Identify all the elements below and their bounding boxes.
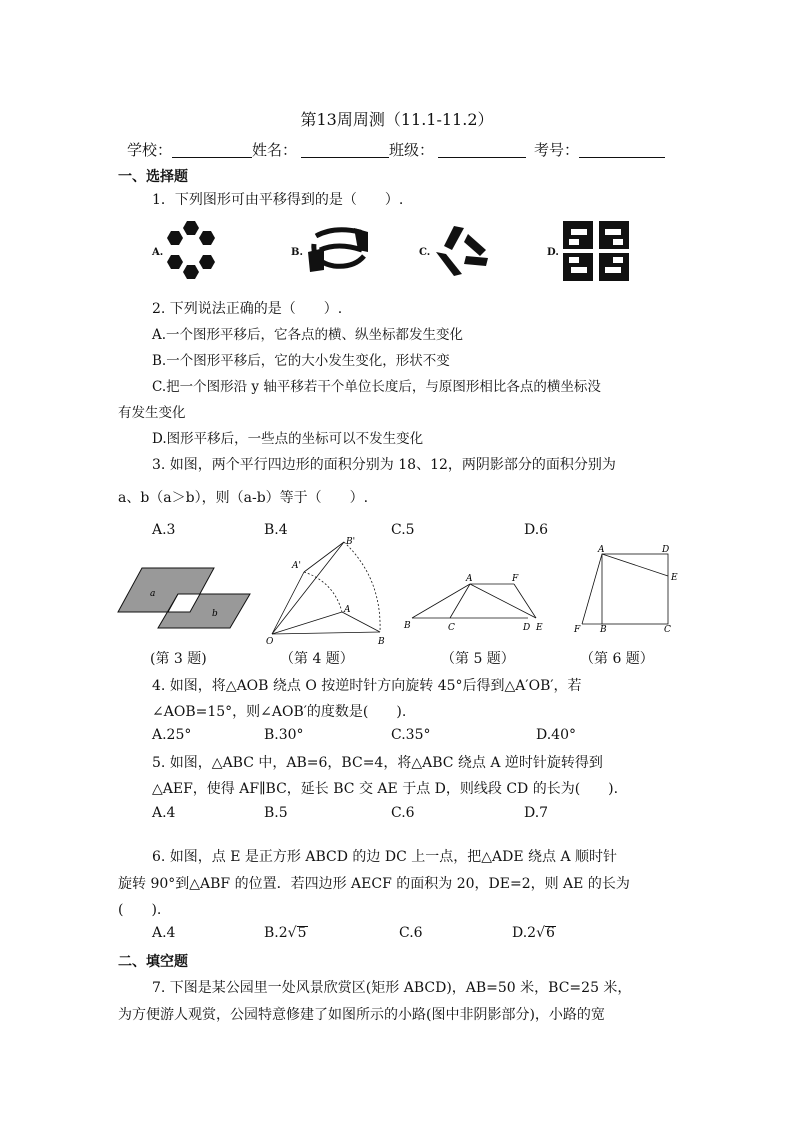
fig6-label-b: B: [600, 625, 607, 635]
q4-stem-line2: ∠AOB=15°，则∠AOB′的度数是( ).: [152, 704, 407, 720]
fig5-label-c: C: [448, 623, 455, 633]
fig3-label-b: b: [212, 609, 218, 619]
hexagon-ring-icon: [165, 219, 225, 285]
q2-option-a: A.一个图形平移后，它各点的横、纵坐标都发生变化: [152, 327, 464, 343]
q3-stem-line1: 3. 如图，两个平行四边形的面积分别为 18、12，两阴影部分的面积分别为: [152, 457, 616, 473]
section-fill-heading: 二、填空题: [118, 954, 188, 970]
fig5-label-d: D: [523, 623, 531, 633]
q7-stem-line1: 7. 下图是某公园里一处风景欣赏区(矩形 ABCD)，AB=50 米，BC=25 米，: [152, 980, 632, 996]
figure-6-caption: （第 6 题）: [580, 651, 654, 667]
class-field[interactable]: [438, 143, 526, 158]
q2-option-c-line1: C.把一个图形沿 y 轴平移若干个单位长度后，与原图形相比各点的横坐标没: [152, 379, 601, 395]
q7-stem-line2: 为方便游人观赏，公园特意修建了如图所示的小路(图中非阴影部分)，小路的宽: [118, 1007, 605, 1023]
q5-option-d: D.7: [524, 805, 549, 821]
q3-option-d: D.6: [524, 522, 549, 538]
q5-option-c: C.6: [391, 805, 415, 821]
figure-5-triangle-rotation: [402, 570, 552, 634]
fig6-label-f: F: [574, 625, 581, 635]
exam-no-label: 考号：: [534, 141, 580, 159]
q4-option-d: D.40°: [536, 727, 576, 743]
q1-option-a-label: A.: [152, 247, 164, 258]
rotating-strokes-icon: [432, 224, 490, 278]
fig6-label-a: A: [598, 545, 605, 555]
q4-option-b: B.30°: [264, 727, 304, 743]
fig5-label-e: E: [536, 623, 543, 633]
figure-3-parallelograms: [118, 560, 253, 630]
q1-option-c-label: C.: [419, 247, 431, 258]
school-label: 学校：: [127, 141, 173, 159]
fig3-label-a: a: [150, 589, 156, 599]
q1-option-d-label: D.: [547, 247, 559, 258]
figure-4-rotation: [264, 538, 389, 646]
q3-option-b: B.4: [264, 522, 288, 538]
exam-no-field[interactable]: [579, 143, 665, 158]
fig4-label-b: B: [378, 637, 385, 647]
q2-option-d: D.图形平移后，一些点的坐标可以不发生变化: [152, 431, 424, 447]
q4-option-c: C.35°: [391, 727, 431, 743]
q6-option-c: C.6: [399, 925, 423, 941]
q5-option-a: A.4: [152, 805, 176, 821]
q2-stem: 2. 下列说法正确的是（ ）.: [152, 301, 343, 317]
mirrored-pattern-icon: [561, 219, 631, 283]
school-field[interactable]: [172, 143, 252, 158]
q6-stem-line2: 旋转 90°到△ABF 的位置．若四边形 AECF 的面积为 20，DE=2，则 AE 的长为: [118, 876, 630, 892]
q5-stem-line1: 5. 如图，△ABC 中，AB=6，BC=4，将△ABC 绕点 A 逆时针旋转得到: [152, 755, 603, 771]
fig4-label-o: O: [266, 637, 274, 647]
q3-stem-line2: a、b（a＞b），则（a-b）等于（ ）.: [118, 490, 369, 506]
figure-5-caption: （第 5 题）: [441, 651, 515, 667]
student-info-row: [127, 139, 665, 160]
q5-stem-line2: △AEF，使得 AF∥BC，延长 BC 交 AE 于点 D，则线段 CD 的长为( ).: [152, 781, 619, 797]
name-field[interactable]: [301, 143, 389, 158]
fig5-label-a: A: [466, 574, 473, 584]
fig4-label-a-prime: A': [292, 561, 301, 571]
figure-6-square-rotation: [570, 544, 682, 636]
interlocking-rings-icon: [304, 222, 374, 278]
fig6-label-d: D: [662, 545, 670, 555]
q1-stem: 1．下列图形可由平移得到的是（ ）.: [152, 192, 404, 208]
q3-option-c: C.5: [391, 522, 415, 538]
fig4-label-b-prime: B': [346, 537, 356, 547]
fig5-label-f: F: [512, 574, 519, 584]
section-choice-heading: 一、选择题: [118, 169, 188, 185]
class-label: 班级：: [389, 141, 435, 159]
fig6-label-e: E: [671, 573, 678, 583]
q4-stem-line1: 4. 如图，将△AOB 绕点 O 按逆时针方向旋转 45°后得到△A′OB′，若: [152, 678, 582, 694]
q5-option-b: B.5: [264, 805, 288, 821]
q6-option-a: A.4: [152, 925, 176, 941]
q6-option-d: D.2√6: [512, 925, 555, 941]
q3-option-a: A.3: [152, 522, 176, 538]
q1-option-b-label: B.: [291, 247, 303, 258]
name-label: 姓名：: [252, 141, 298, 159]
fig6-label-c: C: [664, 625, 671, 635]
figure-3-caption: (第 3 题): [150, 651, 207, 667]
q2-option-c-line2: 有发生变化: [118, 405, 186, 421]
q6-stem-line1: 6. 如图，点 E 是正方形 ABCD 的边 DC 上一点，把△ADE 绕点 A 顺时针: [152, 849, 618, 865]
q4-option-a: A.25°: [152, 727, 192, 743]
fig5-label-b: B: [404, 621, 411, 631]
page-title: 第13周周测（11.1-11.2）: [300, 110, 494, 129]
fig4-label-a: A: [344, 605, 351, 615]
figure-4-caption: （第 4 题）: [280, 651, 354, 667]
q6-option-b: B.2√5: [264, 925, 307, 941]
q6-stem-line3: ( ).: [118, 902, 162, 918]
q2-option-b: B.一个图形平移后，它的大小发生变化，形状不变: [152, 353, 450, 369]
